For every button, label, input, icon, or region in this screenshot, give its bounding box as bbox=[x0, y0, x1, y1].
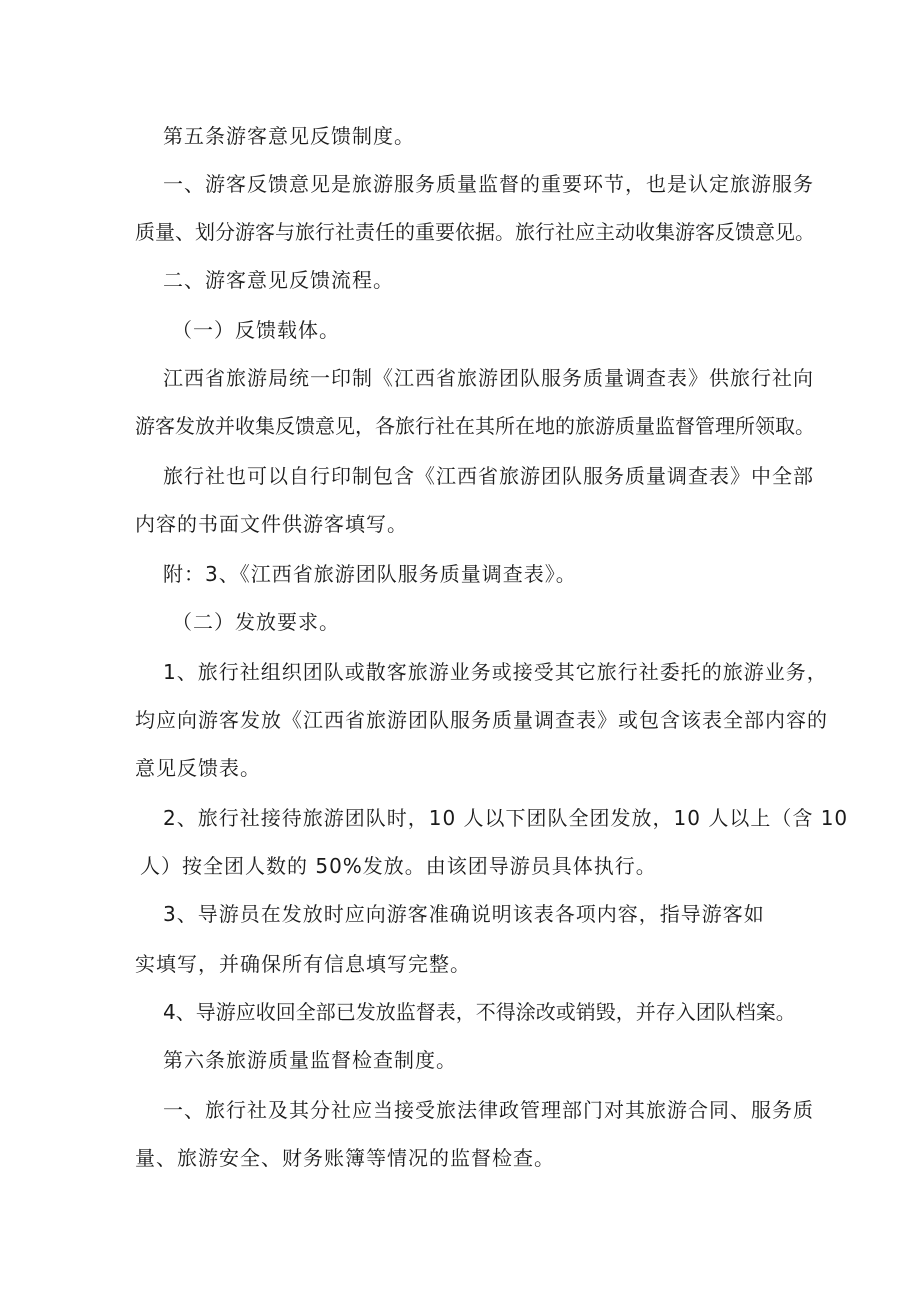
paragraph-line: 2、旅行社接待旅游团队时，10 人以下团队全团发放，10 人以上（含 10 bbox=[163, 806, 849, 830]
paragraph-line: 1、旅行社组织团队或散客旅游业务或接受其它旅行社委托的旅游业务， bbox=[163, 660, 828, 684]
paragraph-line: 内容的书面文件供游客填写。 bbox=[135, 512, 408, 536]
paragraph-line: 江西省旅游局统一印制《江西省旅游团队服务质量调查表》供旅行社向 bbox=[163, 366, 814, 390]
attachment-note: 附：3、《江西省旅游团队服务质量调查表》。 bbox=[163, 562, 577, 586]
article-6-heading: 第六条旅游质量监督检查制度。 bbox=[163, 1048, 457, 1072]
paragraph-line: 实填写，并确保所有信息填写完整。 bbox=[135, 952, 471, 976]
paragraph-line: 4、导游应收回全部已发放监督表，不得涂改或销毁，并存入团队档案。 bbox=[163, 1000, 796, 1024]
subsection-heading: （一）反馈载体。 bbox=[172, 318, 340, 342]
paragraph-line: 意见反馈表。 bbox=[135, 756, 261, 780]
paragraph-line: 一、旅行社及其分社应当接受旅法律政管理部门对其旅游合同、服务质 bbox=[163, 1098, 814, 1122]
paragraph-line: 均应向游客发放《江西省旅游团队服务质量调查表》或包含该表全部内容的 bbox=[135, 708, 828, 732]
paragraph-line: 3、导游员在发放时应向游客准确说明该表各项内容，指导游客如 bbox=[163, 902, 765, 926]
article-5-heading: 第五条游客意见反馈制度。 bbox=[163, 124, 415, 148]
paragraph-line: 质量、划分游客与旅行社责任的重要依据。旅行社应主动收集游客反馈意见。 bbox=[135, 220, 815, 244]
subsection-heading: （二）发放要求。 bbox=[172, 610, 340, 634]
paragraph-line: 旅行社也可以自行印制包含《江西省旅游团队服务质量调查表》中全部 bbox=[163, 464, 814, 488]
paragraph-line: 人）按全团人数的 50%发放。由该团导游员具体执行。 bbox=[140, 854, 657, 878]
section-heading: 二、游客意见反馈流程。 bbox=[163, 268, 394, 292]
paragraph-line: 一、游客反馈意见是旅游服务质量监督的重要环节，也是认定旅游服务 bbox=[163, 172, 814, 196]
paragraph-line: 量、旅游安全、财务账簿等情况的监督检查。 bbox=[135, 1146, 555, 1170]
paragraph-line: 游客发放并收集反馈意见，各旅行社在其所在地的旅游质量监督管理所领取。 bbox=[135, 414, 815, 438]
